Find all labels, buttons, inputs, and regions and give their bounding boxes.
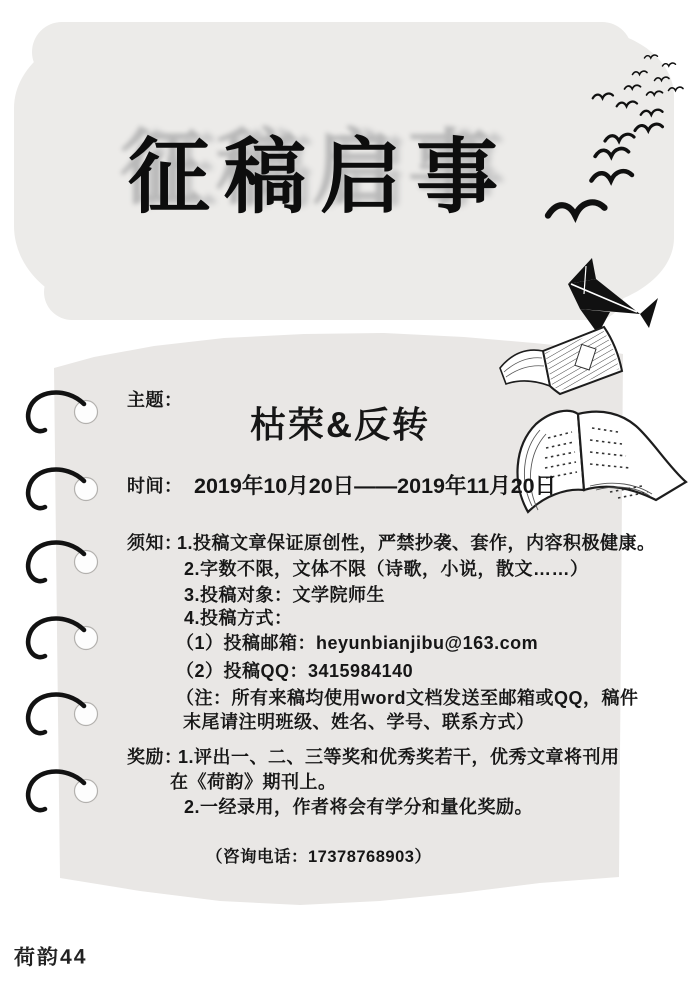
binder-ring-icon [22,538,104,592]
reward-line: 1.评出一、二、三等奖和优秀奖若干，优秀文章将刊用 [178,747,620,767]
binder-ring-icon [22,388,104,442]
binder-ring-icon [22,465,104,519]
binder-ring-icon [22,767,104,821]
notice-label: 须知： [127,533,183,553]
notice-line: 末尾请注明班级、姓名、学号、联系方式） [183,712,535,732]
binder-ring-icon [22,614,104,668]
notice-line-email: （1）投稿邮箱：heyunbianjibu@163.com [176,633,539,653]
theme-label: 主题： [127,390,183,410]
notice-line: 2.字数不限，文体不限（诗歌，小说，散文……） [184,559,589,579]
reward-label: 奖励： [127,747,183,767]
notice-line: 4.投稿方式： [184,608,293,628]
origami-bird-icon [568,258,658,334]
notice-line: 3.投稿对象：文学院师生 [184,585,386,605]
binder-ring-icon [22,690,104,744]
open-book-icon [496,324,640,416]
time-value: 2019年10月20日——2019年11月20日 [194,474,557,498]
reward-line: 在《荷韵》期刊上。 [170,772,337,792]
phone-note: （咨询电话：17378768903） [206,848,432,866]
flying-birds-icon [540,46,690,338]
theme-value: 枯荣&反转 [250,404,430,445]
page-title: 征稿启事 [128,129,513,225]
notice-line: 1.投稿文章保证原创性，严禁抄袭、套作，内容积极健康。 [177,533,656,553]
signature: 荷韵44 [13,945,88,970]
reward-line: 2.一经录用，作者将会有学分和量化奖励。 [184,797,534,817]
notice-line: （注：所有来稿均使用word文档发送至邮箱或QQ，稿件 [176,688,639,708]
notice-line-qq: （2）投稿QQ：3415984140 [176,661,414,681]
time-label: 时间： [127,476,183,496]
